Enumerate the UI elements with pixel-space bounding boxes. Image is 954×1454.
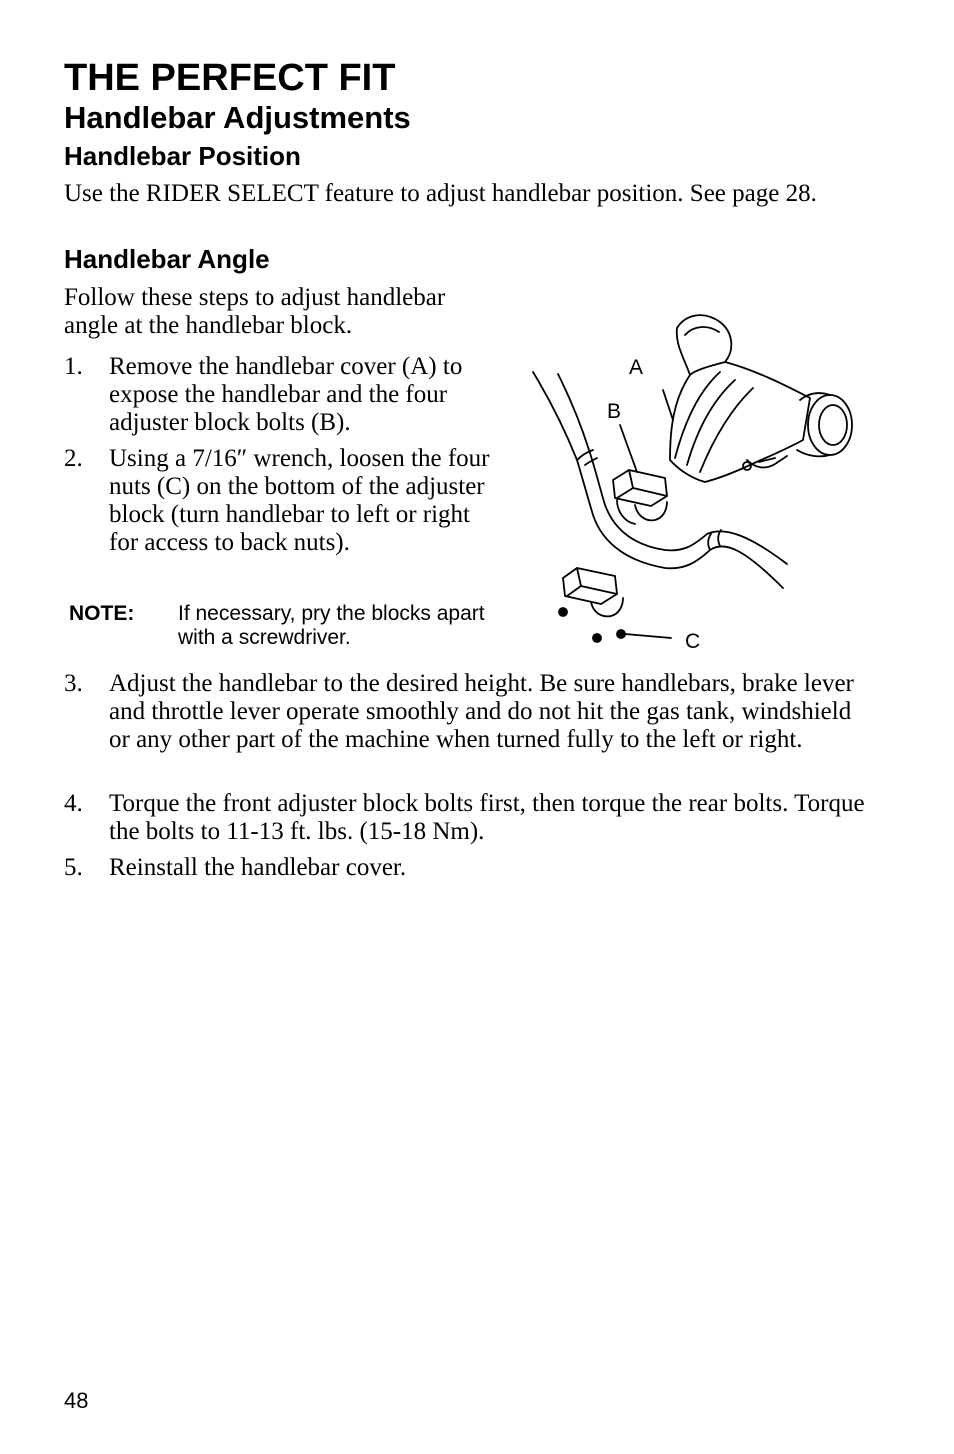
label-c: C xyxy=(685,630,701,653)
note-text: If necessary, pry the blocks apart with a screwdriver. xyxy=(178,602,485,649)
step-number: 5. xyxy=(64,854,83,881)
angle-intro-paragraph: Follow these steps to adjust handlebar angle at the handlebar block. xyxy=(64,284,446,339)
lower-adjuster-block xyxy=(563,568,623,616)
step-number: 1. xyxy=(64,353,83,380)
subheading-handlebar-angle: Handlebar Angle xyxy=(64,244,270,274)
label-b: B xyxy=(607,400,622,423)
leader-line-b xyxy=(620,425,637,472)
step-text: Torque the front adjuster block bolts first, then torque the rear bolts. Torque the bolts to 11-13 ft. lbs. (15-18 Nm). xyxy=(109,790,865,845)
step-number: 3. xyxy=(64,670,83,697)
upper-adjuster-block xyxy=(613,470,667,524)
step-number: 4. xyxy=(64,790,83,817)
nuts xyxy=(559,608,625,642)
position-paragraph: Use the RIDER SELECT feature to adjust handlebar position. See page 28. xyxy=(64,180,817,207)
handlebar-diagram xyxy=(525,300,865,660)
note-label: NOTE: xyxy=(69,602,135,625)
subheading-handlebar-position: Handlebar Position xyxy=(64,141,301,171)
label-a: A xyxy=(629,356,644,379)
step-text: Adjust the handlebar to the desired height. Be sure handlebars, brake lever and throttle lever operate smoothly and do not hit the gas tank, windshield or any other part of the machine when turned fully to the left or right. xyxy=(109,670,854,753)
step-number: 2. xyxy=(64,445,83,472)
page-number: 48 xyxy=(64,1388,89,1413)
step-text: Using a 7/16″ wrench, loosen the four nuts (C) on the bottom of the adjuster block (turn handlebar to left or right for access to back nuts). xyxy=(109,445,490,556)
leader-line-a xyxy=(663,390,673,420)
step-text: Reinstall the handlebar cover. xyxy=(109,854,407,881)
leader-line-c xyxy=(625,634,671,638)
page-title: THE PERFECT FIT xyxy=(64,57,396,99)
handlebar-tube xyxy=(533,372,783,588)
step-text: Remove the handlebar cover (A) to expose the handlebar and the four adjuster block bolts (B). xyxy=(109,353,463,436)
handlebar-cover xyxy=(670,315,852,482)
section-heading: Handlebar Adjustments xyxy=(64,100,411,135)
